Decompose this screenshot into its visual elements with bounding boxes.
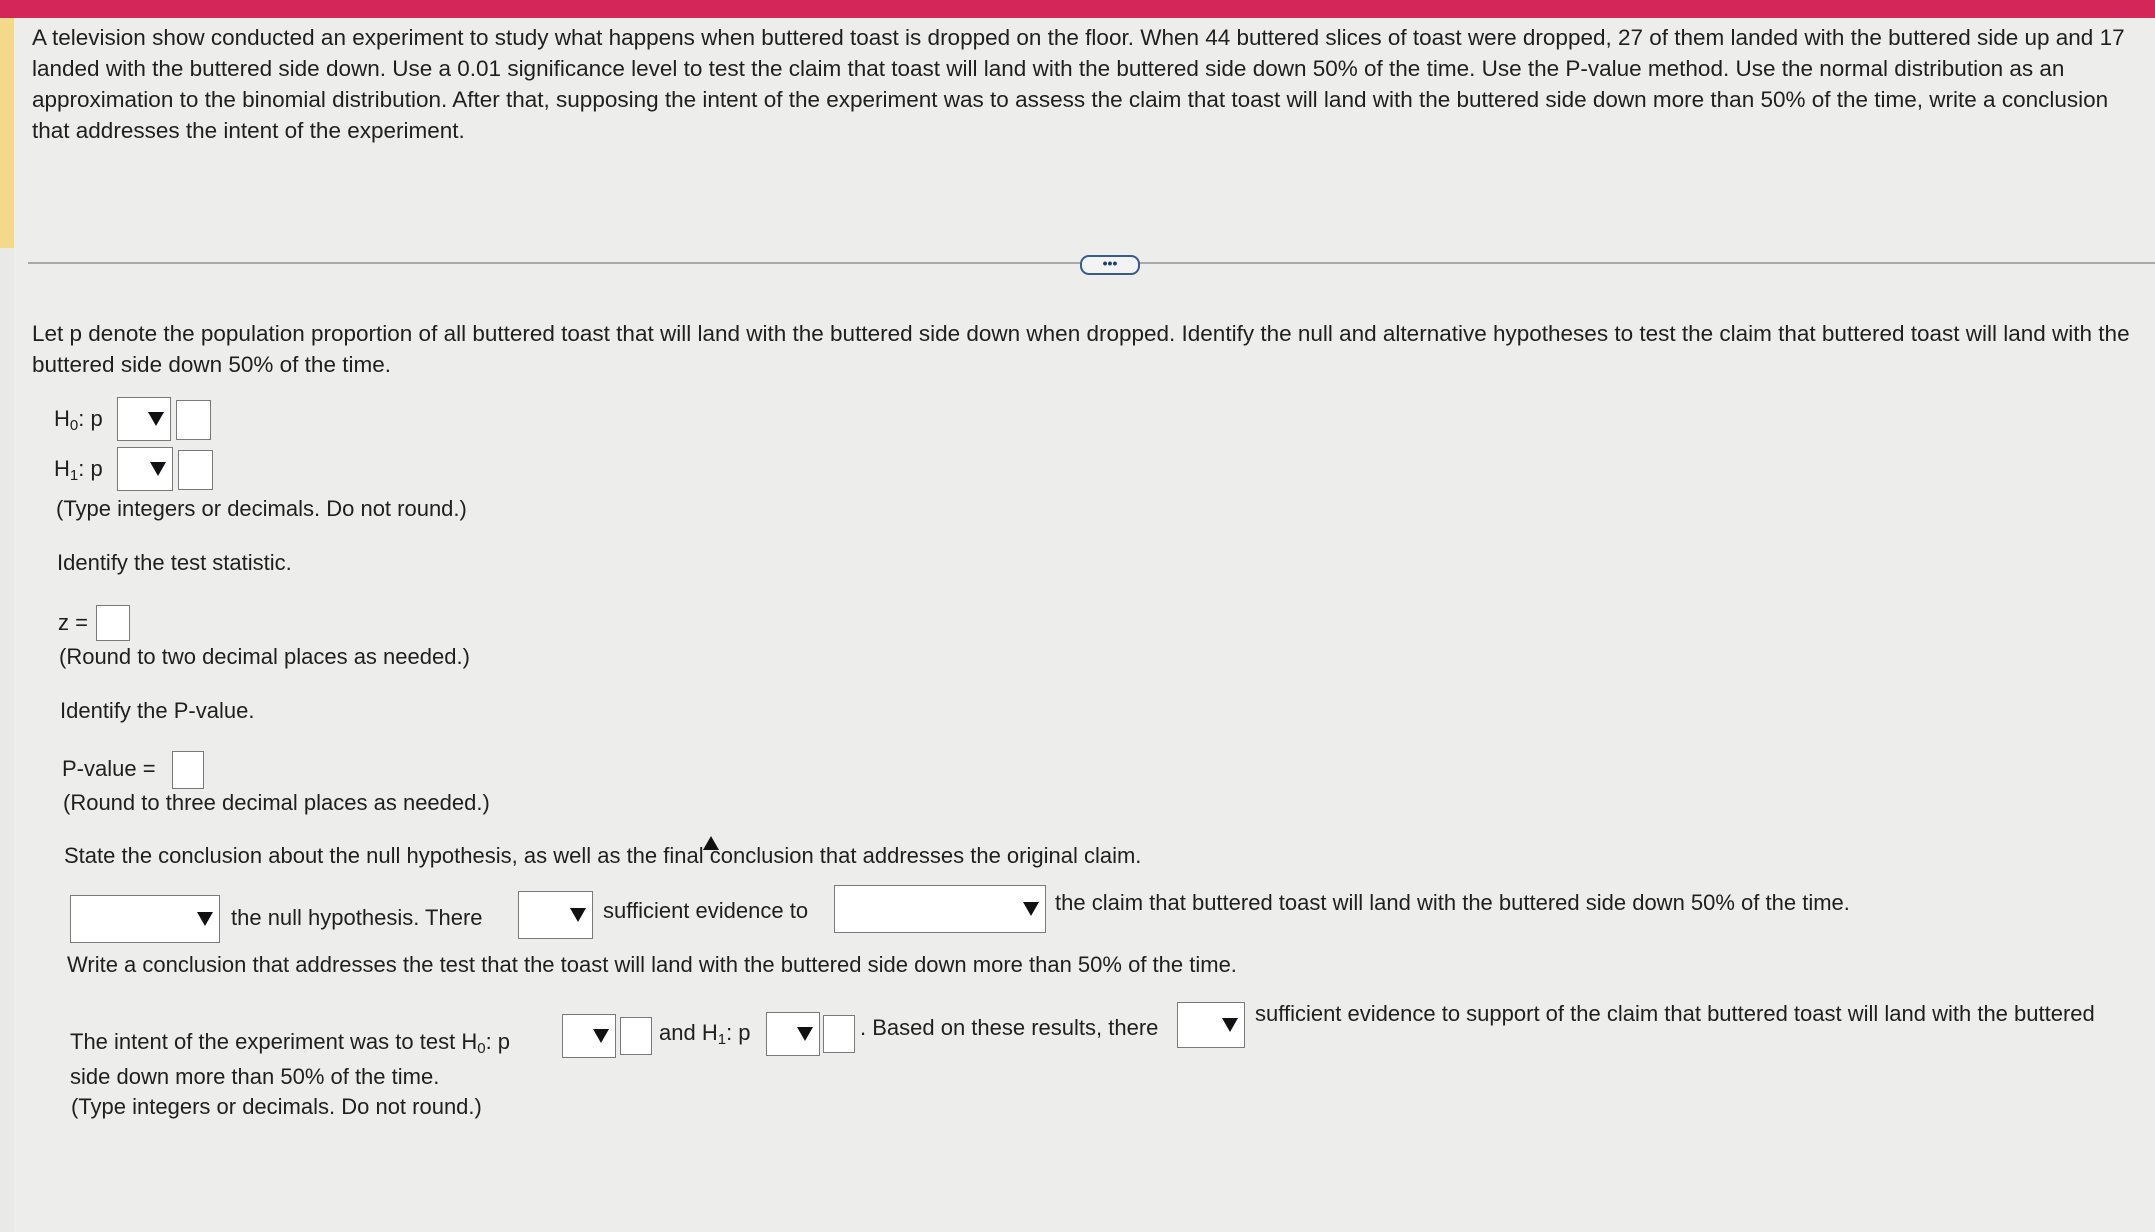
intent-h1-operator-dropdown[interactable] [766, 1012, 820, 1056]
top-accent-bar [0, 0, 2155, 18]
intent-text-line2: side down more than 50% of the time. [70, 1064, 440, 1089]
chevron-down-icon [1222, 1018, 1238, 1032]
reject-decision-dropdown[interactable] [70, 895, 220, 943]
intent-text-2: . Based on these results, there [860, 1015, 1159, 1040]
h0-operator-dropdown[interactable] [117, 397, 171, 441]
p-value-input[interactable] [172, 751, 204, 789]
z-label: z = [58, 610, 88, 635]
intent-text-3: sufficient evidence to support of the claim that buttered toast will land with the buttered [1255, 1001, 2095, 1026]
intent-note: (Type integers or decimals. Do not round.) [71, 1094, 482, 1119]
conclusion-text-2: sufficient evidence to [603, 898, 809, 923]
chevron-down-icon [593, 1029, 609, 1043]
conclusion-prompt: State the conclusion about the null hypothesis, as well as the final conclusion that addresses the original claim. [64, 843, 1142, 868]
h1-operator-dropdown[interactable] [117, 447, 173, 491]
intent-h0-operator-dropdown[interactable] [562, 1014, 616, 1058]
chevron-down-icon [197, 912, 213, 926]
h1-label: $H_1$: p [54, 456, 103, 484]
question-highlight-bar [0, 18, 14, 248]
intent-h0-value-input[interactable] [620, 1017, 652, 1055]
p-value-label: P-value = [62, 756, 156, 781]
intent-h1-value-input[interactable] [823, 1015, 855, 1053]
intent-text-and: and $H_1$: p [659, 1020, 751, 1048]
intent-evidence-dropdown[interactable] [1177, 1002, 1245, 1048]
chevron-down-icon [1023, 902, 1039, 916]
intent-text-1: The intent of the experiment was to test $H_0$: p [70, 1029, 511, 1057]
test-statistic-prompt: Identify the test statistic. [57, 550, 292, 575]
evidence-dropdown[interactable] [518, 891, 593, 939]
mouse-cursor-icon [703, 836, 719, 850]
expand-ellipsis-button[interactable]: ••• [1080, 255, 1140, 275]
h1-value-input[interactable] [178, 450, 213, 490]
intent-prompt: Write a conclusion that addresses the test that the toast will land with the buttered side down more than 50% of the time. [67, 952, 1237, 977]
chevron-down-icon [148, 412, 164, 426]
chevron-down-icon [570, 908, 586, 922]
chevron-down-icon [797, 1027, 813, 1041]
conclusion-text-3: the claim that buttered toast will land with the buttered side down 50% of the time. [1055, 890, 1850, 915]
conclusion-text-1: the null hypothesis. There [231, 905, 483, 930]
chevron-down-icon [150, 462, 166, 476]
h0-value-input[interactable] [176, 400, 211, 440]
question-text: A television show conducted an experiment to study what happens when buttered toast is dropped on the floor. When 44 buttered slices of toast were dropped, 27 of them landed with the buttered side up and 17 landed with the buttered side down. Use a 0.01 significance level to test the claim that toast will land with the buttered side down 50% of the time. Use the P-value method. Use the normal distribution as an approximation to the binomial distribution. After that, supposing the intent of the experiment was to assess the claim that toast will land with the buttered side down more than 50% of the time, write a conclusion that addresses the intent of the experiment. [32, 25, 2125, 143]
hypotheses-intro: Let p denote the population proportion of all buttered toast that will land with the buttered side down when dropped. Identify the null and alternative hypotheses to test the claim that buttered toast will land with the buttered side down 50% of the time. [32, 321, 2130, 377]
z-note: (Round to two decimal places as needed.) [59, 644, 470, 669]
p-value-note: (Round to three decimal places as needed.) [63, 790, 490, 815]
p-value-prompt: Identify the P-value. [60, 698, 255, 723]
h0-label: $H_0$: p [54, 406, 103, 434]
hypotheses-note: (Type integers or decimals. Do not round.) [56, 496, 467, 521]
z-input[interactable] [96, 605, 130, 641]
claim-action-dropdown[interactable] [834, 885, 1046, 933]
